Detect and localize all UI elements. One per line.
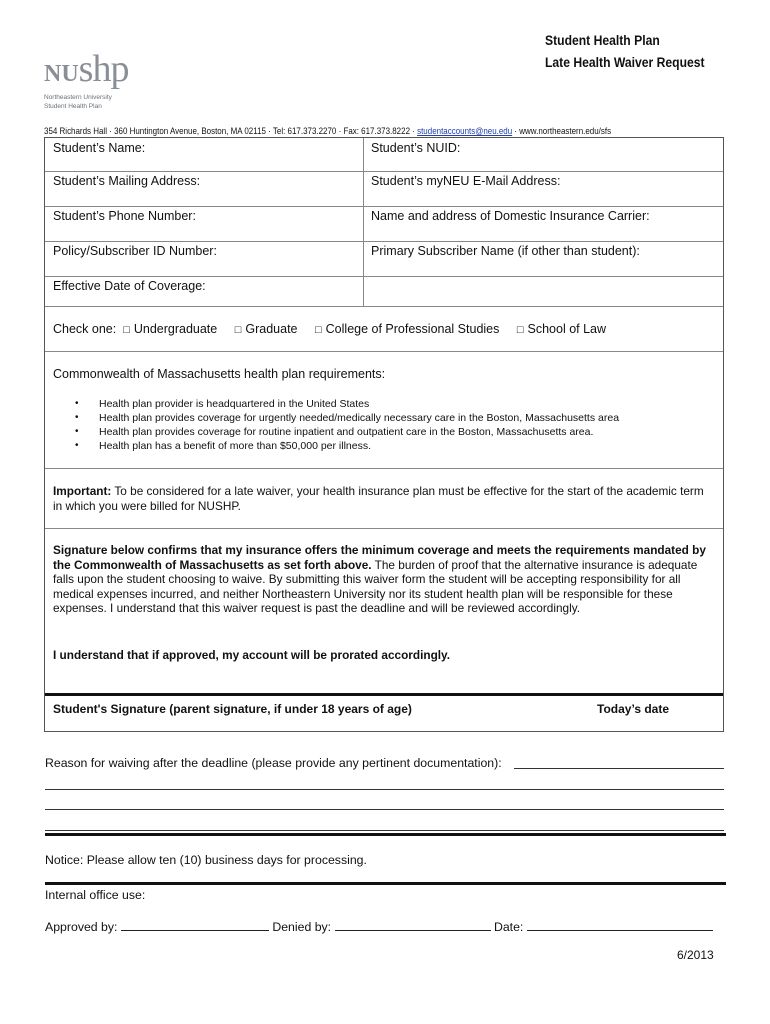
email-link[interactable]: studentaccounts@neu.edu <box>417 126 513 137</box>
signature-line <box>45 693 723 696</box>
field-policy-id[interactable]: Policy/Subscriber ID Number: <box>53 244 217 258</box>
row-divider <box>45 351 723 352</box>
reason-input-line[interactable] <box>45 830 724 831</box>
date-field[interactable] <box>527 918 713 931</box>
requirements-heading: Commonwealth of Massachusetts health plan requirements: <box>53 367 386 381</box>
column-divider <box>363 138 364 306</box>
nushp-logo <box>44 48 154 110</box>
program-check-row <box>53 322 620 336</box>
date-label: Date: <box>493 920 524 934</box>
title-line-1: Student Health Plan <box>545 33 660 48</box>
option-undergraduate[interactable]: □ Undergraduate <box>123 322 218 336</box>
office-use-label: Internal office use: <box>45 888 146 902</box>
address-line: 354 Richards Hall · 360 Huntington Avenue, Boston, MA 02115 · Tel: 617.373.2270 · Fax: 617.373.8222 · studentaccounts@neu.edu · www.northeastern.edu/sfs <box>44 126 612 137</box>
row-divider <box>45 171 723 172</box>
reason-input-line[interactable] <box>45 789 724 790</box>
row-divider <box>45 206 723 207</box>
option-school-of-law[interactable]: □ School of Law <box>516 322 607 336</box>
reason-row <box>45 756 502 770</box>
field-insurance-carrier[interactable]: Name and address of Domestic Insurance Carrier: <box>371 209 650 223</box>
row-divider <box>45 528 723 529</box>
document-title <box>545 30 705 74</box>
logo-wordmark: NUshp <box>44 48 129 90</box>
requirement-item: • Health plan provides coverage for routine inpatient and outpatient care in the Boston, Massachusetts area. <box>53 425 713 439</box>
field-mailing-address[interactable]: Student’s Mailing Address: <box>53 174 201 188</box>
reason-label: Reason for waiving after the deadline (please provide any pertinent documentation): <box>45 756 502 770</box>
requirements-list <box>53 397 713 453</box>
checkbox-icon[interactable]: □ <box>123 324 130 336</box>
option-professional-studies[interactable]: □ College of Professional Studies <box>315 322 500 336</box>
logo-subtitle-2: Student Health Plan <box>44 102 102 110</box>
processing-notice: Notice: Please allow ten (10) business days for processing. <box>45 853 367 867</box>
field-effective-date[interactable]: Effective Date of Coverage: <box>53 279 206 293</box>
checkbox-icon[interactable]: □ <box>516 324 524 336</box>
requirement-item: • Health plan provider is headquartered in the United States <box>53 397 713 411</box>
address-street: 354 Richards Hall · 360 Huntington Avenue, Boston, MA 02115 · Tel: 617.373.2270 · Fax: 617.373.8222 · <box>44 126 418 137</box>
row-divider <box>45 306 723 307</box>
field-phone-number[interactable]: Student’s Phone Number: <box>53 209 196 223</box>
form-box <box>44 137 724 732</box>
checkbox-icon[interactable]: □ <box>315 324 322 336</box>
checkbox-icon[interactable]: □ <box>234 324 242 336</box>
denied-by-label: Denied by: <box>272 920 332 934</box>
title-line-2: Late Health Waiver Request <box>545 55 705 70</box>
student-signature-label[interactable]: Student's Signature (parent signature, if under 18 years of age) <box>53 702 412 716</box>
approved-by-label: Approved by: <box>45 920 118 934</box>
todays-date-label[interactable]: Today’s date <box>597 702 670 716</box>
field-email-address[interactable]: Student’s myNEU E-Mail Address: <box>371 174 561 188</box>
approval-row <box>45 918 713 934</box>
option-graduate[interactable]: □ Graduate <box>234 322 298 336</box>
important-label: Important: <box>53 484 112 498</box>
prorate-statement: I understand that if approved, my account will be prorated accordingly. <box>53 648 451 662</box>
approved-by-field[interactable] <box>121 918 269 931</box>
field-student-name[interactable]: Student’s Name: <box>53 141 146 155</box>
row-divider <box>45 276 723 277</box>
requirement-item: • Health plan has a benefit of more than $50,000 per illness. <box>53 439 713 453</box>
row-divider <box>45 241 723 242</box>
logo-subtitle-1: Northeastern University <box>44 94 112 101</box>
row-divider <box>45 468 723 469</box>
website-link[interactable]: www.northeastern.edu/sfs <box>519 126 612 137</box>
section-divider <box>45 882 726 885</box>
signature-statement: Signature below confirms that my insurance offers the minimum coverage and meets the requirements mandated by the Commonwealth of Massachusetts as set forth above. The burden of proof that the alternative insurance is adequate falls upon the student choosing to waive. By submitting this waiver form the student will be accepting responsibility for all medical expenses incurred, and neither Northeastern University nor its student health plan will be responsible for these expenses. I understand that this waiver request is past the deadline and will be reviewed accordingly. <box>53 543 706 616</box>
section-divider <box>45 833 726 836</box>
reason-input-line[interactable] <box>45 809 724 810</box>
check-one-label: Check one: <box>53 322 117 336</box>
field-student-nuid[interactable]: Student’s NUID: <box>371 141 461 155</box>
denied-by-field[interactable] <box>335 918 491 931</box>
requirement-item: • Health plan provides coverage for urgently needed/medically necessary care in the Boston, Massachusetts area <box>53 411 713 425</box>
important-notice: Important: To be considered for a late waiver, your health insurance plan must be effective for the start of the academic term in which you were billed for NUSHP. <box>53 484 704 513</box>
form-version: 6/2013 <box>677 948 714 962</box>
reason-input-line[interactable] <box>514 768 724 769</box>
field-primary-subscriber[interactable]: Primary Subscriber Name (if other than student): <box>371 244 640 258</box>
